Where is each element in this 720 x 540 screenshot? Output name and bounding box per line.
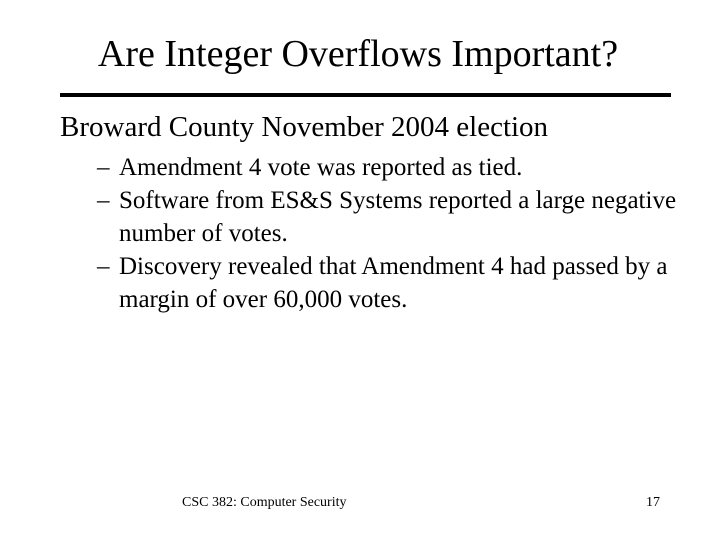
sub-bullet xyxy=(60,184,680,250)
sub-bullet xyxy=(60,250,680,316)
sub-bullet-list xyxy=(60,151,680,316)
sub-bullet-text: Software from ES&S Systems reported a large negative number of votes. xyxy=(119,187,677,247)
page-number: 17 xyxy=(646,495,660,510)
main-bullet: Broward County November 2004 election xyxy=(60,111,549,143)
slide-content xyxy=(60,106,680,316)
sub-bullet-text: Amendment 4 vote was reported as tied. xyxy=(119,154,523,181)
sub-bullet xyxy=(60,151,680,184)
dash-marker: – xyxy=(97,187,110,214)
footer-course: CSC 382: Computer Security xyxy=(182,495,347,510)
slide-title: Are Integer Overflows Important? xyxy=(97,33,619,75)
sub-bullet-text: Discovery revealed that Amendment 4 had passed by a margin of over 60,000 votes. xyxy=(119,253,668,313)
dash-marker: – xyxy=(97,253,110,280)
title-divider xyxy=(60,93,671,97)
dash-marker: – xyxy=(97,154,110,181)
